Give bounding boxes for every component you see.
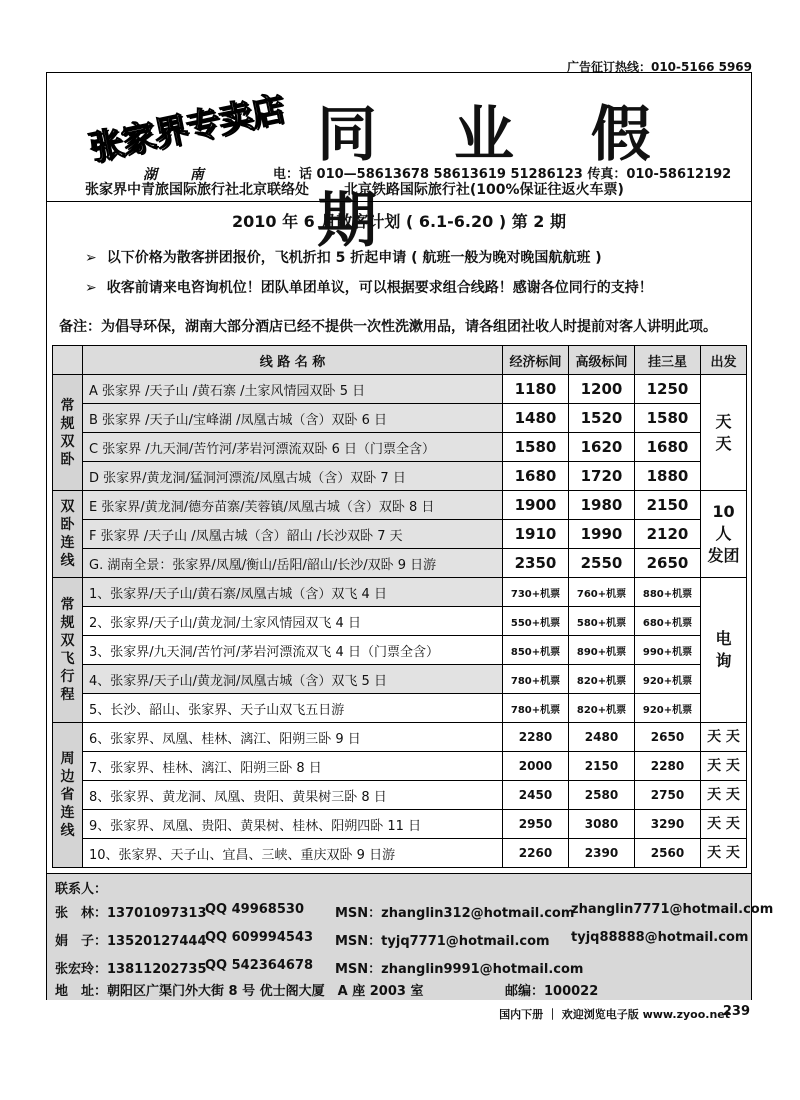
price-deluxe: 820+机票 xyxy=(569,694,635,723)
price-three-star: 2750 xyxy=(635,781,701,810)
group-label-char: 双 xyxy=(60,433,75,450)
price-table xyxy=(52,345,747,868)
price-economy: 780+机票 xyxy=(503,665,569,694)
contact-msn-2: zhanglin7771@hotmail.com xyxy=(571,902,774,917)
departure: 天 天 xyxy=(701,781,747,810)
contact-name-phone: 张 林：13701097313 xyxy=(55,906,207,921)
price-economy: 1180 xyxy=(503,375,569,404)
contact-section xyxy=(47,873,774,1000)
route-name: D 张家界/黄龙洞/猛洞河漂流/凤凰古城（含）双卧 7 日 xyxy=(83,462,503,491)
departure: 天 天 xyxy=(701,839,747,868)
price-three-star: 1880 xyxy=(635,462,701,491)
table-row xyxy=(53,491,747,520)
price-deluxe: 1980 xyxy=(569,491,635,520)
group-label-char: 连 xyxy=(60,535,75,551)
route-name: F 张家界 /天子山 /凤凰古城（含）韶山 /长沙双卧 7 天 xyxy=(83,520,503,549)
price-economy: 550+机票 xyxy=(503,607,569,636)
table-row xyxy=(53,839,747,868)
route-name: 7、张家界、桂林、漓江、阳朔三卧 8 日 xyxy=(83,752,503,781)
note-1-text: 以下价格为散客拼团报价，飞机折扣 5 折起申请 ( 航班一般为晚对晚国航航班 ) xyxy=(106,250,602,266)
price-three-star: 2560 xyxy=(635,839,701,868)
table-row xyxy=(53,549,747,578)
route-name: G. 湖南全景：张家界/凤凰/衡山/岳阳/韶山/长沙/双卧 9 日游 xyxy=(83,549,503,578)
price-deluxe: 2150 xyxy=(569,752,635,781)
footer-text: 国内下册 ｜ 欢迎浏览电子版 www.zyoo.net xyxy=(499,1008,730,1021)
region-label: 湖 南 xyxy=(143,167,218,183)
agency-2: 北京铁路国际旅行社(100%保证往返火车票) xyxy=(343,182,624,198)
price-economy: 2950 xyxy=(503,810,569,839)
price-economy: 850+机票 xyxy=(503,636,569,665)
route-name: 5、长沙、韶山、张家界、天子山双飞五日游 xyxy=(83,694,503,723)
price-three-star: 880+机票 xyxy=(635,578,701,607)
price-economy: 780+机票 xyxy=(503,694,569,723)
route-name: 6、张家界、凤凰、桂林、漓江、阳朔三卧 9 日 xyxy=(83,723,503,752)
price-three-star: 3290 xyxy=(635,810,701,839)
contact-name-phone: 娟 子：13520127444 xyxy=(55,934,207,949)
contact-msn: MSN：zhanglin9991@hotmail.com xyxy=(335,962,584,977)
table-row xyxy=(53,723,747,752)
price-deluxe: 2580 xyxy=(569,781,635,810)
price-deluxe: 580+机票 xyxy=(569,607,635,636)
contact-msn: MSN：tyjq7771@hotmail.com xyxy=(335,934,550,949)
group-label-char: 程 xyxy=(60,687,75,703)
contact-qq: QQ 49968530 xyxy=(205,902,304,917)
group-label-char: 常 xyxy=(60,597,75,613)
route-name: E 张家界/黄龙洞/德夯苗寨/芙蓉镇/凤凰古城（含）双卧 8 日 xyxy=(83,491,503,520)
price-economy: 2260 xyxy=(503,839,569,868)
contact-qq: QQ 542364678 xyxy=(205,958,314,973)
header-route: 线 路 名 称 xyxy=(83,346,503,375)
table-row xyxy=(53,694,747,723)
table-row xyxy=(53,375,747,404)
price-three-star: 2120 xyxy=(635,520,701,549)
price-three-star: 1250 xyxy=(635,375,701,404)
price-deluxe: 2480 xyxy=(569,723,635,752)
group-label-char: 线 xyxy=(60,553,75,569)
price-economy: 730+机票 xyxy=(503,578,569,607)
departure: 10 人 发团 xyxy=(701,491,747,578)
table-row xyxy=(53,607,747,636)
divider xyxy=(47,201,751,202)
price-economy: 2000 xyxy=(503,752,569,781)
header-three-star: 挂三星 xyxy=(635,346,701,375)
table-body xyxy=(53,375,747,868)
price-economy: 1900 xyxy=(503,491,569,520)
page-number: 239 xyxy=(722,1004,750,1019)
price-economy: 2280 xyxy=(503,723,569,752)
arrow-icon: ➢ xyxy=(85,250,97,266)
group-label-char: 行 xyxy=(60,669,75,685)
price-deluxe: 2390 xyxy=(569,839,635,868)
footer xyxy=(0,1006,800,1022)
price-economy: 2450 xyxy=(503,781,569,810)
departure: 电 询 xyxy=(701,578,747,723)
price-deluxe: 1620 xyxy=(569,433,635,462)
price-economy: 1480 xyxy=(503,404,569,433)
route-name: 3、张家界/九天洞/苦竹河/茅岩河漂流双飞 4 日（门票全含） xyxy=(83,636,503,665)
arrow-icon: ➢ xyxy=(85,280,97,296)
route-name: 2、张家界/天子山/黄龙洞/土家风情园双飞 4 日 xyxy=(83,607,503,636)
price-economy: 2350 xyxy=(503,549,569,578)
group-label xyxy=(53,375,83,491)
price-economy: 1910 xyxy=(503,520,569,549)
route-name: B 张家界 /天子山/宝峰湖 /凤凰古城（含）双卧 6 日 xyxy=(83,404,503,433)
remark: 备注：为倡导环保，湖南大部分酒店已经不提供一次性洗漱用品，请各组团社收人时提前对客人讲明此项。 xyxy=(59,319,717,335)
contact-msn-2: tyjq88888@hotmail.com xyxy=(571,930,749,945)
header-economy: 经济标间 xyxy=(503,346,569,375)
ad-hotline: 广告征订热线：010-5166 5969 xyxy=(566,60,752,74)
contact-qq: QQ 609994543 xyxy=(205,930,314,945)
agency-line xyxy=(85,179,624,199)
contacts-label: 联系人： xyxy=(55,882,108,897)
price-three-star: 2150 xyxy=(635,491,701,520)
table-row xyxy=(53,462,747,491)
contact-msn: MSN：zhanglin312@hotmail.com xyxy=(335,906,575,921)
table-row xyxy=(53,810,747,839)
price-three-star: 920+机票 xyxy=(635,694,701,723)
group-label-char: 连 xyxy=(60,805,75,821)
price-deluxe: 1990 xyxy=(569,520,635,549)
note-2 xyxy=(85,277,653,297)
group-label-char: 线 xyxy=(60,823,75,839)
price-deluxe: 890+机票 xyxy=(569,636,635,665)
brand-logo: 张家界专卖店 xyxy=(85,88,288,170)
table-row xyxy=(53,752,747,781)
route-name: 1、张家界/天子山/黄石寨/凤凰古城（含）双飞 4 日 xyxy=(83,578,503,607)
price-three-star: 990+机票 xyxy=(635,636,701,665)
price-deluxe: 2550 xyxy=(569,549,635,578)
route-name: C 张家界 /九天洞/苦竹河/茅岩河漂流双卧 6 日（门票全含） xyxy=(83,433,503,462)
group-label-char: 规 xyxy=(60,615,75,631)
group-label-char: 飞 xyxy=(60,651,75,667)
group-label xyxy=(53,491,83,578)
table-row xyxy=(53,578,747,607)
group-label-char: 常 xyxy=(60,397,75,414)
group-label-char: 周 xyxy=(60,751,75,767)
group-label-char: 卧 xyxy=(60,517,75,533)
phone-numbers: 电：话 010—58613678 58613619 51286123 传真：010-58612192 xyxy=(273,167,732,182)
price-three-star: 920+机票 xyxy=(635,665,701,694)
price-deluxe: 760+机票 xyxy=(569,578,635,607)
note-2-text: 收客前请来电咨询机位！团队单团单议，可以根据要求组合线路！感谢各位同行的支持！ xyxy=(106,280,653,296)
postcode: 邮编：100022 xyxy=(505,984,599,999)
note-1 xyxy=(85,247,602,267)
page-title: 同 业 假 期 xyxy=(317,100,679,256)
price-three-star: 1680 xyxy=(635,433,701,462)
price-deluxe: 3080 xyxy=(569,810,635,839)
group-label-char: 省 xyxy=(60,787,75,803)
departure: 天 天 xyxy=(701,752,747,781)
table-row xyxy=(53,781,747,810)
price-three-star: 1580 xyxy=(635,404,701,433)
agency-1: 张家界中青旅国际旅行社北京联络处 xyxy=(85,182,309,198)
route-name: 4、张家界/天子山/黄龙洞/凤凰古城（含）双飞 5 日 xyxy=(83,665,503,694)
table-row xyxy=(53,665,747,694)
price-deluxe: 1520 xyxy=(569,404,635,433)
route-name: A 张家界 /天子山 /黄石寨 /土家风情园双卧 5 日 xyxy=(83,375,503,404)
plan-title: 2010 年 6 月散客计划 ( 6.1-6.20 ) 第 2 期 xyxy=(231,212,567,231)
header-depart: 出发 xyxy=(701,346,747,375)
table-row xyxy=(53,433,747,462)
group-label-char: 双 xyxy=(60,633,75,649)
group-label xyxy=(53,723,83,868)
table-row xyxy=(53,520,747,549)
departure: 天 天 xyxy=(701,723,747,752)
table-row xyxy=(53,404,747,433)
group-label-char: 边 xyxy=(60,769,75,785)
price-three-star: 2650 xyxy=(635,723,701,752)
group-label-char: 卧 xyxy=(60,451,75,468)
group-label-char: 规 xyxy=(60,415,75,432)
header-deluxe: 高级标间 xyxy=(569,346,635,375)
price-table-wrap xyxy=(52,345,746,868)
departure: 天 天 xyxy=(701,810,747,839)
route-name: 8、张家界、黄龙洞、凤凰、贵阳、黄果树三卧 8 日 xyxy=(83,781,503,810)
contact-name-phone: 张宏玲：13811202735 xyxy=(55,962,207,977)
price-three-star: 680+机票 xyxy=(635,607,701,636)
price-economy: 1680 xyxy=(503,462,569,491)
route-name: 10、张家界、天子山、宜昌、三峡、重庆双卧 9 日游 xyxy=(83,839,503,868)
departure: 天 天 xyxy=(701,375,747,491)
flyer-frame xyxy=(46,72,774,1000)
price-three-star: 2280 xyxy=(635,752,701,781)
table-header-row xyxy=(53,346,747,375)
group-label-char: 双 xyxy=(60,499,75,515)
group-label xyxy=(53,578,83,723)
price-deluxe: 1720 xyxy=(569,462,635,491)
table-row xyxy=(53,636,747,665)
price-deluxe: 1200 xyxy=(569,375,635,404)
header-corner xyxy=(53,346,83,375)
address: 地 址：朝阳区广渠门外大街 8 号 优士阁大厦 A 座 2003 室 xyxy=(55,984,424,999)
price-deluxe: 820+机票 xyxy=(569,665,635,694)
route-name: 9、张家界、凤凰、贵阳、黄果树、桂林、阳朔四卧 11 日 xyxy=(83,810,503,839)
price-economy: 1580 xyxy=(503,433,569,462)
price-three-star: 2650 xyxy=(635,549,701,578)
